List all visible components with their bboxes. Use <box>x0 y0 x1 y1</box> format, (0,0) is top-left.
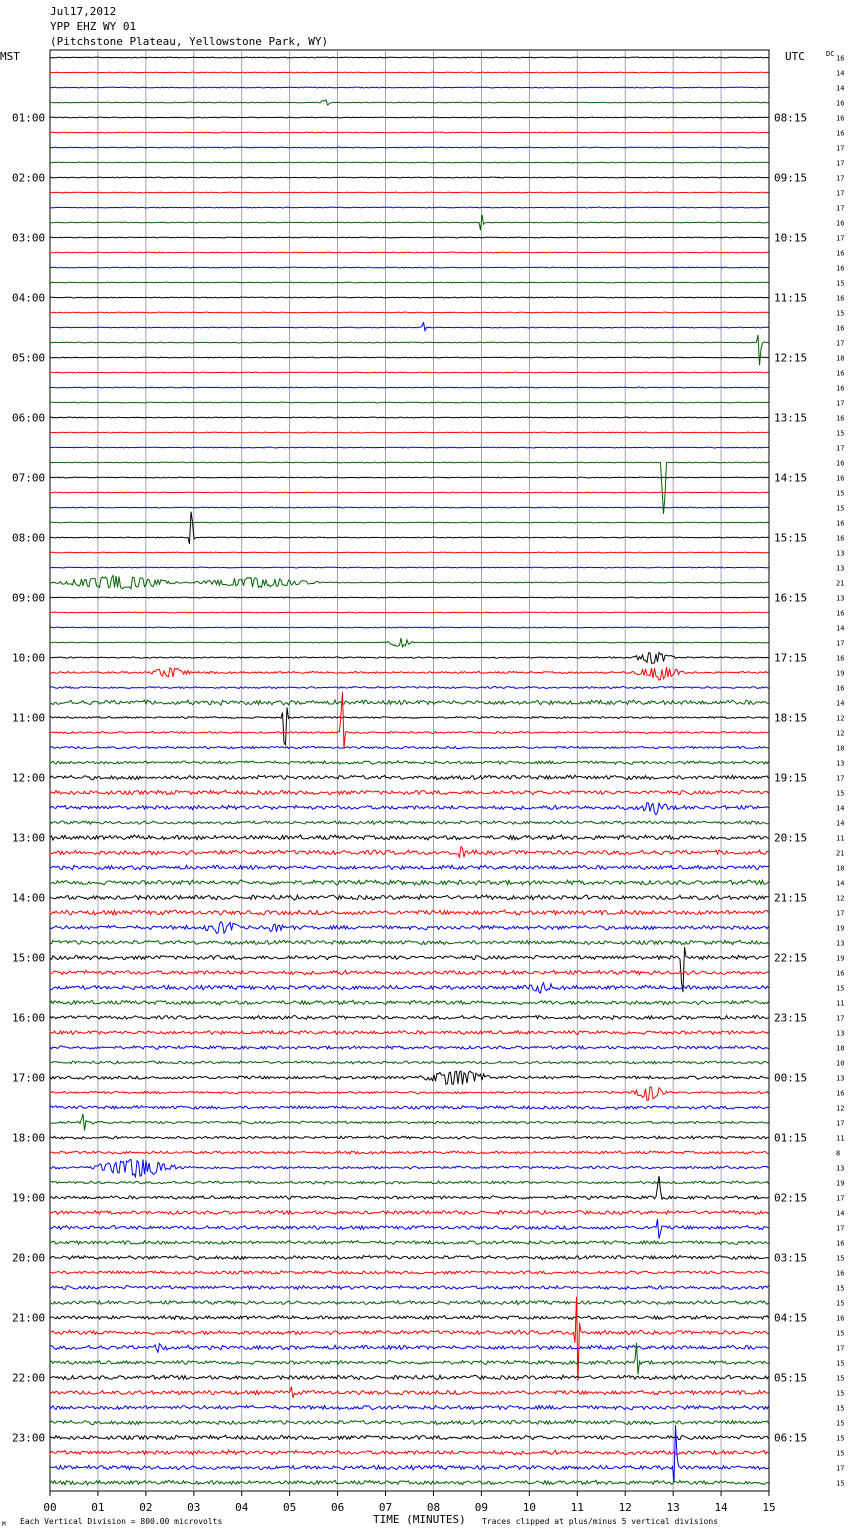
trace-line <box>50 1061 769 1064</box>
dc-offset-label: 15 <box>836 1389 845 1398</box>
trace-line <box>50 177 769 178</box>
hour-label-utc: 18:15 <box>774 711 808 725</box>
hour-label-mst: 13:00 <box>12 831 46 845</box>
trace-line <box>50 447 769 448</box>
station-location: (Pitchstone Plateau, Yellowstone Park, WY) <box>50 35 329 48</box>
dc-offset-label: 16 <box>836 474 845 483</box>
trace-line <box>50 192 769 193</box>
trace-line <box>50 700 769 705</box>
trace-line <box>50 72 769 73</box>
dc-offset-label: 15 <box>836 429 845 438</box>
dc-offset-label: 16 <box>836 459 845 468</box>
x-axis-title: TIME (MINUTES) <box>373 1513 466 1526</box>
trace-line <box>50 1106 769 1110</box>
dc-offset-label: 13 <box>836 759 845 768</box>
dc-offset-label: 18 <box>836 354 845 363</box>
trace-line <box>50 207 769 208</box>
hour-label-mst: 16:00 <box>12 1011 46 1025</box>
dc-offset-label: 16 <box>836 129 845 138</box>
hour-label-utc: 21:15 <box>774 891 808 905</box>
dc-offset-label: 13 <box>836 594 845 603</box>
trace-line <box>50 132 769 133</box>
dc-offset-label: 16 <box>836 249 845 258</box>
hour-label-mst: 02:00 <box>12 171 46 185</box>
hour-label-mst: 11:00 <box>12 711 46 725</box>
x-tick-label: 02 <box>139 1501 153 1514</box>
hour-label-mst: 20:00 <box>12 1251 46 1265</box>
trace-line <box>50 1071 769 1085</box>
trace-line <box>50 1420 769 1425</box>
hour-label-mst: 08:00 <box>12 531 46 545</box>
hour-label-utc: 19:15 <box>774 771 808 785</box>
x-tick-label: 11 <box>570 1501 584 1514</box>
x-tick-label: 09 <box>474 1501 489 1514</box>
hour-label-mst: 17:00 <box>12 1071 46 1085</box>
hour-label-utc: 09:15 <box>774 171 808 185</box>
dc-offset-label: 19 <box>836 669 845 678</box>
trace-line <box>50 692 769 748</box>
hour-label-utc: 03:15 <box>774 1251 808 1265</box>
x-tick-label: 15 <box>762 1501 776 1514</box>
trace-line <box>50 162 769 163</box>
trace-line <box>50 477 769 478</box>
trace-line <box>50 1297 769 1381</box>
trace-line <box>50 847 769 858</box>
hour-label-utc: 23:15 <box>774 1011 808 1025</box>
dc-offset-label: 17 <box>836 444 845 453</box>
trace-line <box>50 252 769 253</box>
dc-offset-label: 17 <box>836 1224 845 1233</box>
x-tick-label: 05 <box>283 1501 297 1514</box>
dc-offset-label: 16 <box>836 414 845 423</box>
dc-offset-label: 17 <box>836 774 845 783</box>
hour-label-mst: 22:00 <box>12 1371 46 1385</box>
hour-label-mst: 19:00 <box>12 1191 46 1205</box>
dc-offset-label: 17 <box>836 174 845 183</box>
dc-offset-label: 13 <box>836 564 845 573</box>
hour-label-utc: 08:15 <box>774 111 808 125</box>
dc-offset-label: 15 <box>836 1419 845 1428</box>
station-id: YPP EHZ WY 01 <box>50 20 137 33</box>
trace-line <box>50 652 769 663</box>
x-tick-label: 14 <box>714 1501 728 1514</box>
plot-date: Jul17,2012 <box>50 5 117 18</box>
trace-line <box>50 215 769 230</box>
x-tick-label: 12 <box>618 1501 632 1514</box>
dc-offset-label: 16 <box>836 1239 845 1248</box>
dc-offset-label: 18 <box>836 864 845 873</box>
trace-line <box>50 1271 769 1274</box>
trace-line <box>50 1425 769 1482</box>
dc-offset-label: 14 <box>836 84 845 93</box>
trace-line <box>50 707 769 744</box>
trace-line <box>50 417 769 418</box>
trace-line <box>50 576 769 589</box>
hour-label-mst: 04:00 <box>12 291 46 305</box>
trace-line <box>50 335 769 365</box>
hour-label-mst: 10:00 <box>12 651 46 665</box>
axis-labels <box>0 50 844 1528</box>
dc-offset-label: 15 <box>836 1449 845 1458</box>
clip-note: Traces clipped at plus/minus 5 vertical divisions <box>482 1517 719 1526</box>
trace-line <box>50 387 769 388</box>
trace-line <box>50 821 769 825</box>
trace-line <box>50 432 769 433</box>
dc-offset-label: 17 <box>836 159 845 168</box>
x-tick-label: 04 <box>235 1501 249 1514</box>
trace-line <box>50 865 769 870</box>
hour-label-mst: 01:00 <box>12 111 46 125</box>
trace-line <box>50 507 769 508</box>
trace-line <box>50 612 769 613</box>
hour-label-utc: 20:15 <box>774 831 808 845</box>
dc-offset-label: 16 <box>836 1089 845 1098</box>
seismic-traces <box>50 57 769 1485</box>
trace-line <box>50 552 769 553</box>
hour-label-utc: 00:15 <box>774 1071 808 1085</box>
trace-line <box>50 100 769 105</box>
trace-line <box>50 627 769 628</box>
dc-offset-label: 15 <box>836 504 845 513</box>
x-tick-label: 13 <box>666 1501 680 1514</box>
dc-offset-label: 15 <box>836 789 845 798</box>
dc-offset-label: 12 <box>836 894 845 903</box>
x-tick-label: 06 <box>330 1501 345 1514</box>
dc-offset-label: 15 <box>836 309 845 318</box>
dc-offset-label: 15 <box>836 1284 845 1293</box>
trace-line <box>50 522 769 523</box>
dc-offset-label: 17 <box>836 339 845 348</box>
trace-line <box>50 492 769 493</box>
dc-offset-label: 13 <box>836 1164 845 1173</box>
trace-line <box>50 237 769 238</box>
plot-frame <box>50 50 769 1491</box>
dc-offset-label: 17 <box>836 1014 845 1023</box>
x-tick-label: 03 <box>187 1501 201 1514</box>
trace-line <box>50 910 769 915</box>
trace-line <box>50 322 769 331</box>
dc-offset-label: 17 <box>836 1119 845 1128</box>
dc-offset-label: 17 <box>836 234 845 243</box>
dc-offset-label: 15 <box>836 1359 845 1368</box>
trace-line <box>50 282 769 283</box>
trace-line <box>50 1087 769 1101</box>
hour-label-utc: 12:15 <box>774 351 808 365</box>
dc-offset-label: 16 <box>836 684 845 693</box>
trace-line <box>50 567 769 568</box>
trace-line <box>50 87 769 88</box>
trace-line <box>50 512 769 544</box>
dc-offset-label: 14 <box>836 69 845 78</box>
corner-mark: M <box>2 1521 6 1528</box>
hour-label-mst: 05:00 <box>12 351 46 365</box>
trace-line <box>50 970 769 975</box>
trace-line <box>50 895 769 900</box>
trace-line <box>50 1450 769 1455</box>
trace-line <box>50 1344 769 1353</box>
dc-offset-label: 21 <box>836 849 845 858</box>
plot-grid <box>50 50 769 1496</box>
hour-label-mst: 03:00 <box>12 231 46 245</box>
dc-offset-label: 17 <box>836 204 845 213</box>
trace-line <box>50 1160 769 1177</box>
x-tick-label: 00 <box>43 1501 57 1514</box>
hour-label-utc: 13:15 <box>774 411 808 425</box>
left-timezone-label: MST <box>0 50 20 63</box>
trace-line <box>50 462 769 514</box>
trace-line <box>50 922 769 934</box>
hour-label-mst: 23:00 <box>12 1431 46 1445</box>
dc-offset-label: 17 <box>836 189 845 198</box>
hour-label-utc: 06:15 <box>774 1431 808 1445</box>
trace-line <box>50 1219 769 1239</box>
dc-offset-label: 14 <box>836 1209 845 1218</box>
hour-label-utc: 04:15 <box>774 1311 808 1325</box>
dc-offset-label: 15 <box>836 1329 845 1338</box>
dc-offset-label: 16 <box>836 369 845 378</box>
trace-line <box>50 1114 769 1131</box>
dc-offset-label: 13 <box>836 939 845 948</box>
hour-label-utc: 15:15 <box>774 531 808 545</box>
trace-line <box>50 1316 769 1320</box>
hour-label-utc: 16:15 <box>774 591 808 605</box>
trace-line <box>50 1256 769 1260</box>
dc-offset-label: 18 <box>836 1044 845 1053</box>
dc-offset-label: 15 <box>836 984 845 993</box>
dc-offset-label: 17 <box>836 1194 845 1203</box>
trace-line <box>50 667 769 680</box>
trace-line <box>50 983 769 993</box>
hour-label-mst: 18:00 <box>12 1131 46 1145</box>
dc-offset-label: 8 <box>836 1149 841 1158</box>
dc-offset-label: 14 <box>836 624 845 633</box>
trace-line <box>50 1387 769 1398</box>
dc-offset-label: 19 <box>836 1179 845 1188</box>
dc-offset-label: 16 <box>836 609 845 618</box>
dc-offset-label: 15 <box>836 1299 845 1308</box>
trace-line <box>50 940 769 945</box>
dc-offset-label: 17 <box>836 1464 845 1473</box>
trace-line <box>50 1151 769 1154</box>
trace-line <box>50 1031 769 1035</box>
trace-line <box>50 1375 769 1380</box>
hour-label-utc: 14:15 <box>774 471 808 485</box>
hour-label-mst: 07:00 <box>12 471 46 485</box>
hour-label-utc: 22:15 <box>774 951 808 965</box>
trace-line <box>50 1480 769 1485</box>
hour-label-mst: 21:00 <box>12 1311 46 1325</box>
trace-line <box>50 761 769 765</box>
x-tick-label: 01 <box>91 1501 105 1514</box>
dc-offset-label: 15 <box>836 1374 845 1383</box>
hour-label-utc: 11:15 <box>774 291 808 305</box>
dc-offset-label: 16 <box>836 294 845 303</box>
dc-offset-label: 14 <box>836 804 845 813</box>
dc-offset-label: 13 <box>836 1029 845 1038</box>
trace-line <box>50 1435 769 1439</box>
dc-offset-label: 21 <box>836 579 845 588</box>
right-timezone-label: UTC <box>785 50 805 63</box>
dc-offset-label: 15 <box>836 1434 845 1443</box>
dc-offset-label: 15 <box>836 279 845 288</box>
dc-offset-label: 16 <box>836 1314 845 1323</box>
trace-line <box>50 746 769 748</box>
trace-line <box>50 686 769 688</box>
trace-line <box>50 147 769 148</box>
trace-line <box>50 1046 769 1050</box>
trace-line <box>50 312 769 313</box>
trace-line <box>50 297 769 298</box>
trace-line <box>50 597 769 598</box>
dc-offset-label: 17 <box>836 639 845 648</box>
dc-offset-label: 11 <box>836 999 845 1008</box>
dc-offset-label: 16 <box>836 654 845 663</box>
trace-line <box>50 1405 769 1409</box>
dc-offset-label: 19 <box>836 924 845 933</box>
dc-offset-label: 15 <box>836 489 845 498</box>
trace-line <box>50 638 769 647</box>
hour-label-utc: 05:15 <box>774 1371 808 1385</box>
dc-offset-label: 16 <box>836 384 845 393</box>
trace-line <box>50 267 769 268</box>
trace-line <box>50 1286 769 1290</box>
trace-line <box>50 1015 769 1019</box>
dc-offset-label: 17 <box>836 399 845 408</box>
dc-offset-label: 18 <box>836 744 845 753</box>
trace-line <box>50 775 769 780</box>
trace-line <box>50 1136 769 1139</box>
dc-offset-label: 11 <box>836 1134 845 1143</box>
trace-line <box>50 1176 769 1199</box>
dc-offset-label: 16 <box>836 969 845 978</box>
trace-line <box>50 1181 769 1184</box>
trace-line <box>50 402 769 403</box>
dc-offset-label: 15 <box>836 1254 845 1263</box>
trace-line <box>50 357 769 358</box>
trace-line <box>50 790 769 794</box>
dc-offset-label: 17 <box>836 144 845 153</box>
dc-offset-label: 13 <box>836 1074 845 1083</box>
hour-label-utc: 02:15 <box>774 1191 808 1205</box>
hour-label-mst: 15:00 <box>12 951 46 965</box>
dc-offset-label: 14 <box>836 879 845 888</box>
hour-label-utc: 01:15 <box>774 1131 808 1145</box>
dc-offset-label: 17 <box>836 909 845 918</box>
dc-offset-label: 19 <box>836 954 845 963</box>
trace-line <box>50 117 769 118</box>
dc-offset-label: 15 <box>836 1404 845 1413</box>
hour-label-utc: 17:15 <box>774 651 808 665</box>
dc-offset-label: 14 <box>836 819 845 828</box>
x-tick-label: 07 <box>378 1501 393 1514</box>
dc-offset-label: 12 <box>836 1104 845 1113</box>
dc-offset-label: 13 <box>836 549 845 558</box>
hour-label-mst: 12:00 <box>12 771 46 785</box>
x-tick-label: 08 <box>426 1501 441 1514</box>
dc-offset-label: 17 <box>836 1344 845 1353</box>
dc-offset-label: 11 <box>836 834 845 843</box>
dc-offset-label: 16 <box>836 324 845 333</box>
trace-line <box>50 57 769 58</box>
trace-line <box>50 1211 769 1215</box>
dc-offset-label: 12 <box>836 729 845 738</box>
dc-offset-label: 10 <box>836 1059 845 1068</box>
trace-line <box>50 803 769 815</box>
trace-line <box>50 880 769 885</box>
trace-line <box>50 372 769 373</box>
dc-offset-label: 16 <box>836 534 845 543</box>
dc-offset-label: 14 <box>836 699 845 708</box>
trace-line <box>50 1241 769 1245</box>
dc-offset-label: 16 <box>836 54 845 63</box>
dc-offset-label: 16 <box>836 264 845 273</box>
trace-line <box>50 835 769 840</box>
trace-line <box>50 1000 769 1005</box>
x-tick-label: 10 <box>522 1501 536 1514</box>
dc-offset-label: 15 <box>836 1479 845 1488</box>
dc-offset-label: 16 <box>836 99 845 108</box>
dc-offset-label: 12 <box>836 714 845 723</box>
hour-label-mst: 09:00 <box>12 591 46 605</box>
hour-label-utc: 10:15 <box>774 231 808 245</box>
trace-line <box>50 1301 769 1305</box>
dc-offset-label: 16 <box>836 219 845 228</box>
scale-note: Each Vertical Division = 800.00 microvolts <box>20 1517 223 1526</box>
dc-offset-label: 16 <box>836 519 845 528</box>
dc-offset-label: 16 <box>836 1269 845 1278</box>
dc-offset-label: 16 <box>836 114 845 123</box>
dc-label: DC <box>826 50 835 58</box>
hour-label-mst: 06:00 <box>12 411 46 425</box>
hour-label-mst: 14:00 <box>12 891 46 905</box>
